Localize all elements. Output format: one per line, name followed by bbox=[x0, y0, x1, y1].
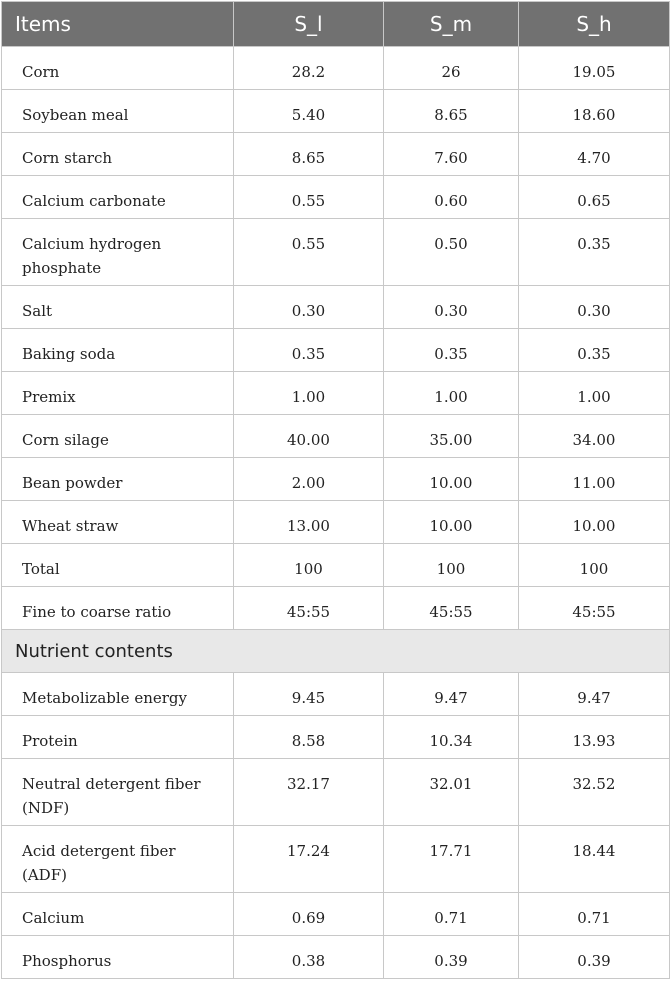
cell-s-l: 32.17 bbox=[234, 759, 384, 826]
table-row bbox=[2, 219, 670, 286]
diet-composition-table bbox=[1, 1, 670, 979]
cell-s-h: 18.60 bbox=[519, 90, 670, 133]
cell-s-h: 0.30 bbox=[519, 286, 670, 329]
table-row bbox=[2, 587, 670, 630]
cell-s-l: 9.45 bbox=[234, 673, 384, 716]
cell-s-h: 0.35 bbox=[519, 219, 670, 286]
row-label: Wheat straw bbox=[2, 501, 234, 544]
cell-s-h: 11.00 bbox=[519, 458, 670, 501]
row-label: Bean powder bbox=[2, 458, 234, 501]
cell-s-l: 8.65 bbox=[234, 133, 384, 176]
cell-s-l: 8.58 bbox=[234, 716, 384, 759]
cell-s-m: 1.00 bbox=[384, 372, 519, 415]
table-row bbox=[2, 501, 670, 544]
row-label: Salt bbox=[2, 286, 234, 329]
row-label: Corn silage bbox=[2, 415, 234, 458]
header-s-l: S_l bbox=[234, 2, 384, 47]
cell-s-l: 0.38 bbox=[234, 936, 384, 979]
cell-s-l: 0.35 bbox=[234, 329, 384, 372]
cell-s-m: 35.00 bbox=[384, 415, 519, 458]
row-label: Corn bbox=[2, 47, 234, 90]
cell-s-l: 1.00 bbox=[234, 372, 384, 415]
cell-s-h: 9.47 bbox=[519, 673, 670, 716]
cell-s-h: 0.65 bbox=[519, 176, 670, 219]
cell-s-m: 7.60 bbox=[384, 133, 519, 176]
row-label: Metabolizable energy bbox=[2, 673, 234, 716]
table-row bbox=[2, 286, 670, 329]
cell-s-h: 32.52 bbox=[519, 759, 670, 826]
cell-s-h: 1.00 bbox=[519, 372, 670, 415]
cell-s-m: 45:55 bbox=[384, 587, 519, 630]
table-row bbox=[2, 893, 670, 936]
cell-s-h: 10.00 bbox=[519, 501, 670, 544]
header-s-m: S_m bbox=[384, 2, 519, 47]
row-label: Corn starch bbox=[2, 133, 234, 176]
cell-s-m: 0.60 bbox=[384, 176, 519, 219]
table-row bbox=[2, 936, 670, 979]
section-row-nutrients bbox=[2, 630, 670, 673]
table-row bbox=[2, 544, 670, 587]
cell-s-h: 19.05 bbox=[519, 47, 670, 90]
cell-s-h: 45:55 bbox=[519, 587, 670, 630]
row-label: Soybean meal bbox=[2, 90, 234, 133]
cell-s-l: 45:55 bbox=[234, 587, 384, 630]
row-label: Phosphorus bbox=[2, 936, 234, 979]
table-row bbox=[2, 133, 670, 176]
row-label: Calcium bbox=[2, 893, 234, 936]
cell-s-l: 17.24 bbox=[234, 826, 384, 893]
header-items: Items bbox=[2, 2, 234, 47]
table-row bbox=[2, 673, 670, 716]
header-s-h: S_h bbox=[519, 2, 670, 47]
cell-s-m: 0.39 bbox=[384, 936, 519, 979]
cell-s-m: 0.50 bbox=[384, 219, 519, 286]
cell-s-m: 26 bbox=[384, 47, 519, 90]
cell-s-l: 13.00 bbox=[234, 501, 384, 544]
table-row bbox=[2, 372, 670, 415]
cell-s-h: 34.00 bbox=[519, 415, 670, 458]
section-title: Nutrient contents bbox=[2, 630, 670, 673]
cell-s-l: 2.00 bbox=[234, 458, 384, 501]
cell-s-h: 0.39 bbox=[519, 936, 670, 979]
row-label: Baking soda bbox=[2, 329, 234, 372]
cell-s-l: 40.00 bbox=[234, 415, 384, 458]
row-label: Acid detergent fiber (ADF) bbox=[2, 826, 234, 893]
cell-s-l: 0.30 bbox=[234, 286, 384, 329]
table-row bbox=[2, 329, 670, 372]
cell-s-m: 0.35 bbox=[384, 329, 519, 372]
cell-s-l: 0.55 bbox=[234, 219, 384, 286]
table-row bbox=[2, 759, 670, 826]
header-row bbox=[2, 2, 670, 47]
row-label: Calcium carbonate bbox=[2, 176, 234, 219]
row-label: Total bbox=[2, 544, 234, 587]
cell-s-l: 28.2 bbox=[234, 47, 384, 90]
cell-s-l: 0.69 bbox=[234, 893, 384, 936]
cell-s-m: 100 bbox=[384, 544, 519, 587]
table-row bbox=[2, 826, 670, 893]
cell-s-l: 5.40 bbox=[234, 90, 384, 133]
cell-s-m: 10.00 bbox=[384, 458, 519, 501]
table-row bbox=[2, 176, 670, 219]
cell-s-m: 9.47 bbox=[384, 673, 519, 716]
cell-s-m: 17.71 bbox=[384, 826, 519, 893]
table-row bbox=[2, 90, 670, 133]
row-label: Fine to coarse ratio bbox=[2, 587, 234, 630]
cell-s-m: 32.01 bbox=[384, 759, 519, 826]
cell-s-h: 18.44 bbox=[519, 826, 670, 893]
cell-s-l: 0.55 bbox=[234, 176, 384, 219]
table-row bbox=[2, 716, 670, 759]
cell-s-m: 0.71 bbox=[384, 893, 519, 936]
row-label: Premix bbox=[2, 372, 234, 415]
table-row bbox=[2, 415, 670, 458]
cell-s-h: 100 bbox=[519, 544, 670, 587]
cell-s-m: 10.00 bbox=[384, 501, 519, 544]
cell-s-h: 4.70 bbox=[519, 133, 670, 176]
cell-s-m: 10.34 bbox=[384, 716, 519, 759]
cell-s-m: 8.65 bbox=[384, 90, 519, 133]
table-row bbox=[2, 458, 670, 501]
cell-s-h: 0.35 bbox=[519, 329, 670, 372]
cell-s-m: 0.30 bbox=[384, 286, 519, 329]
row-label: Calcium hydrogen phosphate bbox=[2, 219, 234, 286]
table-row bbox=[2, 47, 670, 90]
row-label: Neutral detergent fiber (NDF) bbox=[2, 759, 234, 826]
cell-s-l: 100 bbox=[234, 544, 384, 587]
cell-s-h: 13.93 bbox=[519, 716, 670, 759]
cell-s-h: 0.71 bbox=[519, 893, 670, 936]
row-label: Protein bbox=[2, 716, 234, 759]
